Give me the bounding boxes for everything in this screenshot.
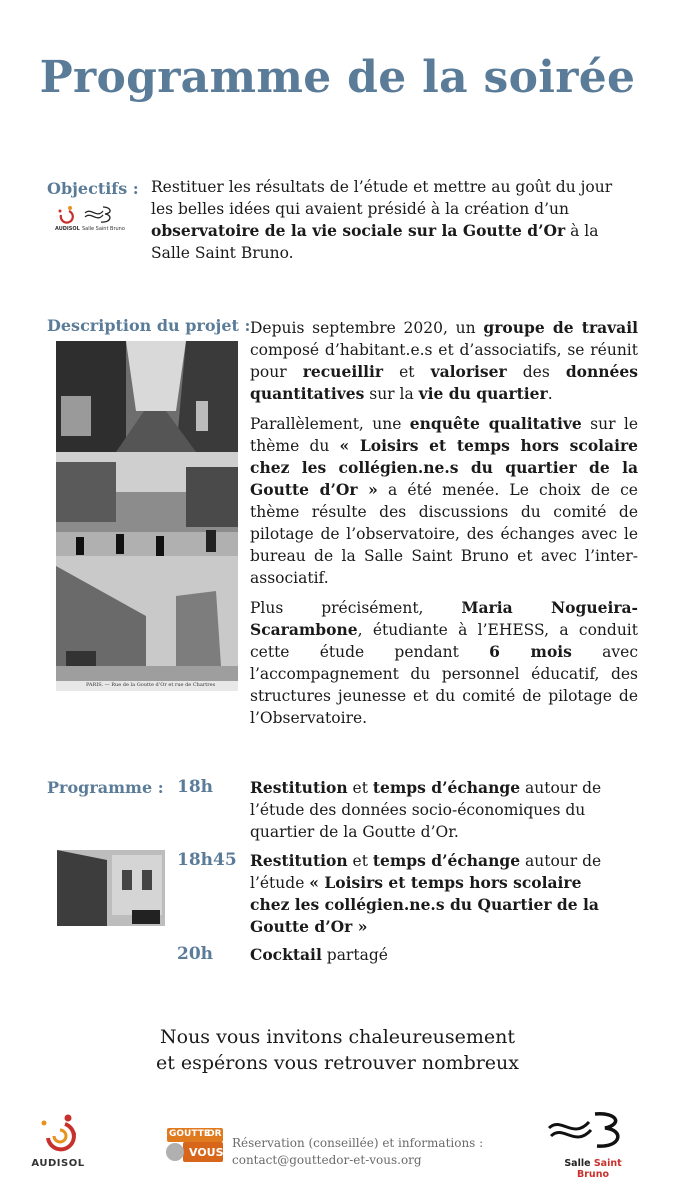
programme-time: 20h	[177, 944, 214, 964]
description-paragraph-1: Depuis septembre 2020, un groupe de travail composé d’habitant.e.s et d’associatifs, se réunit pour recueillir et valoriser des données quantitatives sur la vie du quartier.	[250, 318, 639, 403]
goutte-logo-text-3: VOUS	[189, 1146, 224, 1159]
goutte-logo-text-2: OR	[207, 1129, 222, 1139]
audisol-small-text: AUDISOL	[55, 226, 80, 232]
photo-caption: PARIS. — Rue de la Goutte d’Or et rue de Chartres	[86, 682, 216, 688]
saint-bruno-small-text: Salle Saint Bruno	[82, 226, 125, 232]
audisol-logo-icon	[30, 1108, 90, 1158]
programme-item-2: Restitution et temps d’échange autour de l’étude « Loisirs et temps hors scolaire chez les collégien.ne.s du Quartier de la Goutte d’Or »	[250, 851, 602, 936]
reservation-info	[232, 1135, 483, 1169]
historic-street-photo	[56, 556, 238, 691]
objectives-text-bold: observatoire de la vie sociale sur la Goutte d’Or	[151, 221, 566, 240]
street-photo-1	[56, 341, 238, 452]
description-text	[250, 317, 638, 737]
contact-email: contact@gouttedor-et-vous.org	[232, 1153, 422, 1167]
programme-label: Programme :	[47, 778, 164, 797]
page-title: Programme de la soirée	[39, 52, 636, 103]
objectives-text-part: Restituer les résultats de l’étude et mettre au goût du jour les belles idées qui avaient présidé à la création d’un	[151, 178, 613, 218]
saint-bruno-logo-text: Salle Saint Bruno	[564, 1158, 622, 1180]
reservation-label: Réservation (conseillée) et informations :	[232, 1136, 484, 1150]
salle-saint-bruno-logo	[545, 1108, 635, 1180]
objectives-logos	[55, 203, 145, 233]
objectives-label: Objectifs :	[47, 179, 139, 198]
programme-time: 18h	[177, 777, 214, 797]
programme-item-3: Cocktail partagé	[250, 945, 388, 964]
description-paragraph-2: Parallèlement, une enquête qualitative sur le thème du « Loisirs et temps hors scolaire chez les collégien.ne.s du quartier de la Goutte d’Or » a été menée. Le choix de ce thème résulte des discussions du comité de pilotage de l’observatoire, des échanges avec le bureau de la Salle Saint Bruno et avec l’inter-associatif.	[250, 414, 638, 587]
description-paragraph-3: Plus précisément, Maria Nogueira-Scarambone, étudiante à l’EHESS, a conduit cette étude pendant 6 mois avec l’accompagnement du personnel éducatif, des structures jeunesse et du comité de pilotage de l’Observatoire.	[250, 598, 638, 727]
programme-item-1: Restitution et temps d’échange autour de l’étude des données socio-économiques du quartier de la Goutte d’Or.	[250, 778, 602, 841]
description-label: Description du projet :	[47, 316, 251, 335]
objectives-text-part: à la Salle Saint Bruno.	[151, 222, 599, 262]
saint-bruno-logo-icon	[545, 1108, 635, 1154]
audisol-logo	[30, 1108, 90, 1174]
invitation-line: Nous vous invitons chaleureusement	[160, 1026, 515, 1048]
invitation-text	[0, 1024, 675, 1076]
objectives-text	[151, 176, 626, 264]
street-photo-2	[56, 452, 238, 556]
goutte-logo-text-1: GOUTTE	[169, 1129, 210, 1139]
goutte-dor-et-vous-logo	[163, 1126, 227, 1164]
invitation-line: et espérons vous retrouver nombreux	[155, 1052, 520, 1074]
audisol-logo-text: AUDISOL	[31, 1158, 85, 1169]
programme-time: 18h45	[177, 850, 237, 870]
salle-saint-bruno-photo	[57, 850, 165, 926]
